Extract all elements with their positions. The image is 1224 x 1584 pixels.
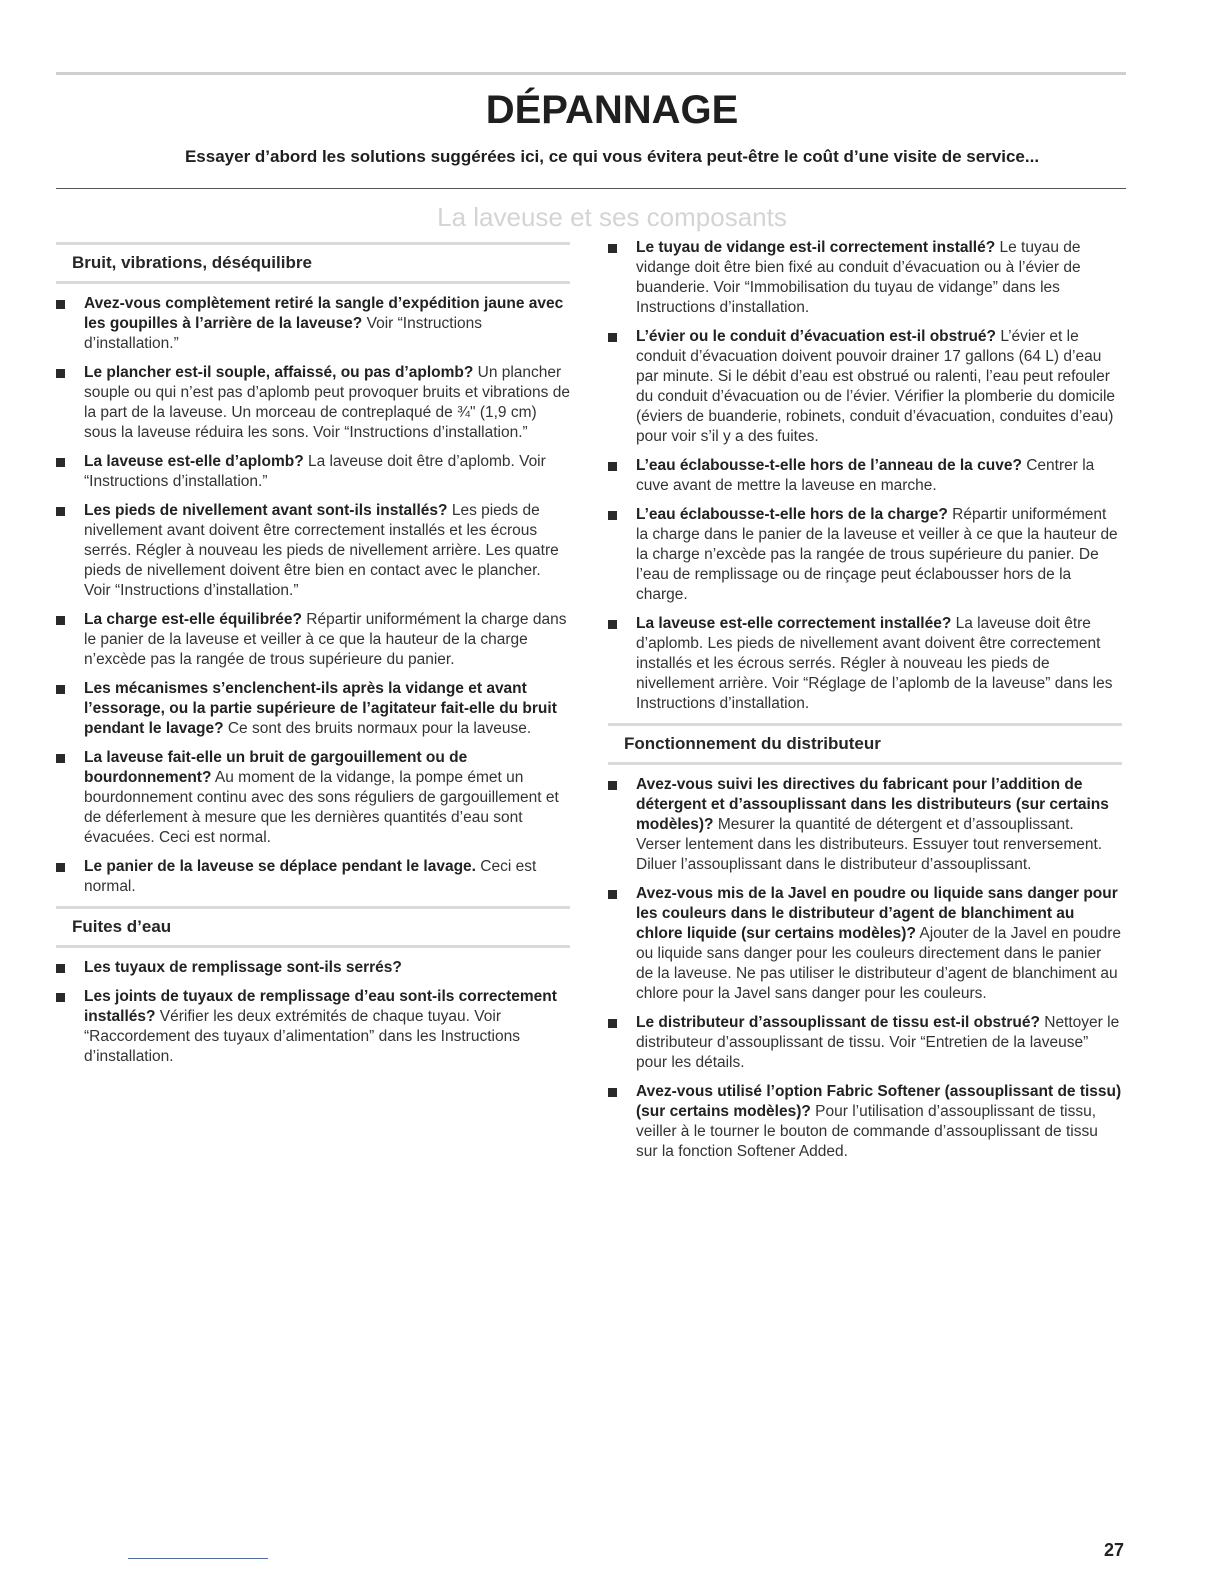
list-item: L’eau éclabousse-t-elle hors de l’anneau de la cuve? Centrer la cuve avant de mettre la laveuse en marche. xyxy=(608,456,1122,496)
square-bullet-icon xyxy=(608,511,617,520)
subhead-leaks xyxy=(56,906,570,948)
list-item: Le distributeur d’assouplissant de tissu est-il obstrué? Nettoyer le distributeur d’assouplissant de tissu. Voir “Entretien de la laveuse” pour les détails. xyxy=(608,1013,1122,1073)
list-item: Le plancher est-il souple, affaissé, ou pas d’aplomb? Un plancher souple ou qui n’est pas d’aplomb peut provoquer bruits et vibrations de la part de la laveuse. Un morceau de contreplaqué de ¾" (1,9 cm) sous la laveuse réduira les sons. Voir “Instructions d’installation.” xyxy=(56,363,570,443)
subhead-noise xyxy=(56,242,570,284)
list-item: Les tuyaux de remplissage sont-ils serrés? xyxy=(56,958,570,978)
page-subtitle: Essayer d’abord les solutions suggérées ici, ce qui vous évitera peut-être le coût d’une visite de service... xyxy=(184,147,1040,166)
drain-list xyxy=(608,238,1122,714)
list-item: Les pieds de nivellement avant sont-ils installés? Les pieds de nivellement avant doivent être correctement installés et les écrous serrés. Régler à nouveau les pieds de nivellement arrière. Les quatre pieds de nivellement doivent être bien en contact avec le plancher. Voir “Instructions d’installation.” xyxy=(56,501,570,601)
noise-list xyxy=(56,294,570,897)
square-bullet-icon xyxy=(56,458,65,467)
section-title: La laveuse et ses composants xyxy=(437,202,787,232)
square-bullet-icon xyxy=(56,993,65,1002)
square-bullet-icon xyxy=(56,863,65,872)
list-item: Le panier de la laveuse se déplace pendant le lavage. Ceci est normal. xyxy=(56,857,570,897)
page-title: DÉPANNAGE xyxy=(485,88,739,132)
square-bullet-icon xyxy=(56,300,65,309)
list-item: Avez-vous mis de la Javel en poudre ou liquide sans danger pour les couleurs dans le distributeur d’agent de blanchiment au chlore liquide (sur certains modèles)? Ajouter de la Javel en poudre ou liquide sans danger pour les couleurs directement dans le panier de la laveuse. Ne pas utiliser le distributeur d’agent de blanchiment au chlore pour la Javel sans danger pour les couleurs. xyxy=(608,884,1122,1004)
square-bullet-icon xyxy=(608,1019,617,1028)
square-bullet-icon xyxy=(56,964,65,973)
square-bullet-icon xyxy=(608,781,617,790)
list-item: La charge est-elle équilibrée? Répartir uniformément la charge dans le panier de la laveuse et veiller à ce que la hauteur de la charge n’excède pas la rangée de trous supérieure du panier. xyxy=(56,610,570,670)
list-item: L’évier ou le conduit d’évacuation est-il obstrué? L’évier et le conduit d’évacuation doivent pouvoir drainer 17 gallons (64 L) d’eau par minute. Si le débit d’eau est obstrué ou ralenti, l’eau peut refouler du conduit d’évacuation ou de l’évier. Vérifier la plomberie du domicile (éviers de buanderie, robinets, conduit d’évacuation, conduites d’eau) pour voir s’il y a des fuites. xyxy=(608,327,1122,447)
subhead-dispenser-title: Fonctionnement du distributeur xyxy=(624,734,881,753)
page-number: 27 xyxy=(1103,1540,1124,1560)
square-bullet-icon xyxy=(56,507,65,516)
subhead-dispenser xyxy=(608,723,1122,765)
dispenser-list xyxy=(608,775,1122,1162)
square-bullet-icon xyxy=(56,754,65,763)
square-bullet-icon xyxy=(608,1088,617,1097)
top-rule xyxy=(56,72,1126,75)
subtitle-rule xyxy=(56,188,1126,189)
right-column xyxy=(608,238,1122,1171)
square-bullet-icon xyxy=(56,616,65,625)
list-item: Avez-vous utilisé l’option Fabric Softener (assouplissant de tissu) (sur certains modèles)? Pour l’utilisation d’assouplissant de tissu, veiller à le tourner le bouton de commande d’assouplissant de tissu sur la fonction Softener Added. xyxy=(608,1082,1122,1162)
square-bullet-icon xyxy=(608,244,617,253)
list-item: La laveuse est-elle correctement installée? La laveuse doit être d’aplomb. Les pieds de nivellement avant doivent être correctement installés et les écrous serrés. Régler à nouveau les pieds de nivellement arrière. Voir “Réglage de l’aplomb de la laveuse” dans les Instructions d’installation. xyxy=(608,614,1122,714)
square-bullet-icon xyxy=(608,620,617,629)
list-item: Avez-vous complètement retiré la sangle d’expédition jaune avec les goupilles à l’arrière de la laveuse? Voir “Instructions d’installation.” xyxy=(56,294,570,354)
left-column xyxy=(56,236,570,1076)
square-bullet-icon xyxy=(608,333,617,342)
subhead-noise-title: Bruit, vibrations, déséquilibre xyxy=(72,253,312,272)
list-item: L’eau éclabousse-t-elle hors de la charge? Répartir uniformément la charge dans le panier de la laveuse et veiller à ce que la hauteur de la charge n’excède pas la rangée de trous supérieure du panier. De l’eau de remplissage ou de rinçage peut éclabousser hors de la charge. xyxy=(608,505,1122,605)
leaks-list xyxy=(56,958,570,1067)
footer-link-underline xyxy=(128,1558,268,1559)
square-bullet-icon xyxy=(56,369,65,378)
list-item: Avez-vous suivi les directives du fabricant pour l’addition de détergent et d’assouplissant dans les distributeurs (sur certains modèles)? Mesurer la quantité de détergent et d’assouplissant. Verser lentement dans les distributeurs. Essuyer tout renversement. Diluer l’assouplissant dans le distributeur d’assouplissant. xyxy=(608,775,1122,875)
list-item: Les mécanismes s’enclenchent-ils après la vidange et avant l’essorage, ou la partie supérieure de l’agitateur fait-elle du bruit pendant le lavage? Ce sont des bruits normaux pour la laveuse. xyxy=(56,679,570,739)
list-item: Le tuyau de vidange est-il correctement installé? Le tuyau de vidange doit être bien fixé au conduit d’évacuation ou à l’évier de buanderie. Voir “Immobilisation du tuyau de vidange” dans les Instructions d’installation. xyxy=(608,238,1122,318)
square-bullet-icon xyxy=(608,462,617,471)
subhead-leaks-title: Fuites d’eau xyxy=(72,917,172,936)
list-item: Les joints de tuyaux de remplissage d’eau sont-ils correctement installés? Vérifier les deux extrémités de chaque tuyau. Voir “Raccordement des tuyaux d’alimentation” dans les Instructions d’installation. xyxy=(56,987,570,1067)
list-item: La laveuse est-elle d’aplomb? La laveuse doit être d’aplomb. Voir “Instructions d’installation.” xyxy=(56,452,570,492)
square-bullet-icon xyxy=(56,685,65,694)
list-item: La laveuse fait-elle un bruit de gargouillement ou de bourdonnement? Au moment de la vidange, la pompe émet un bourdonnement continu avec des sons réguliers de gargouillement et de déferlement à mesure que les dernières quantités d’eau sont évacuées. Ceci est normal. xyxy=(56,748,570,848)
square-bullet-icon xyxy=(608,890,617,899)
